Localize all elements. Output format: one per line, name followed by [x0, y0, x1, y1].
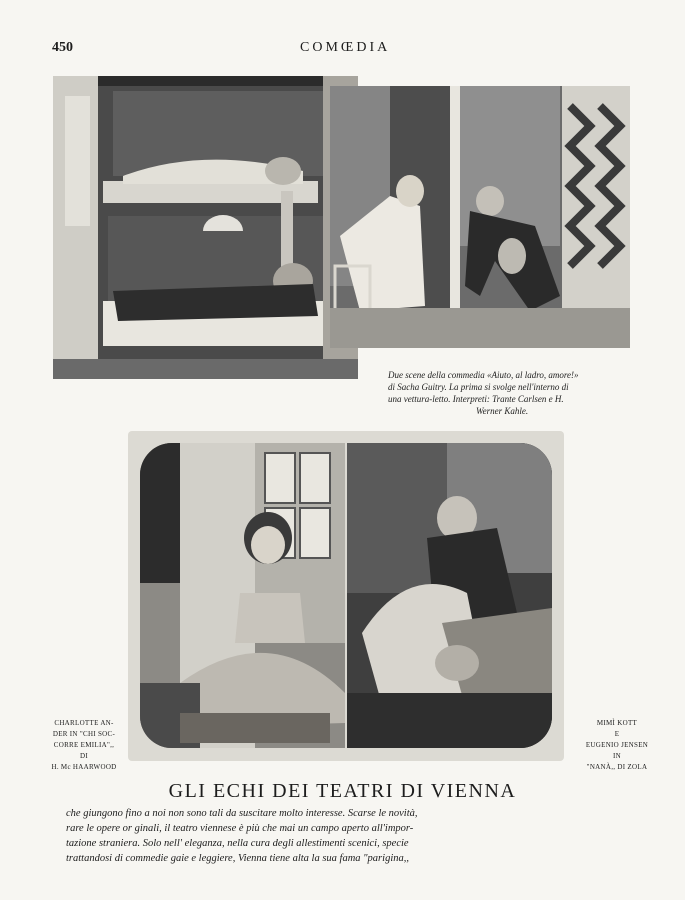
caption-line: CHARLOTTE AN- [54, 719, 114, 727]
caption-line: "NANÀ,, DI ZOLA [586, 763, 648, 771]
caption-line: CORRE EMILIA",, [53, 741, 115, 749]
caption-line: EUGENIO JENSEN [585, 741, 649, 749]
photo-charlotte-ander [140, 443, 345, 748]
photo-thief-scene [330, 86, 630, 348]
caption-line: DI [80, 752, 88, 760]
article-line: rare le opere or ginali, il teatro viennese è più che mai un campo aperto all'impor- [66, 823, 414, 834]
article-body [66, 806, 546, 866]
caption-line: DER IN "CHI SOC- [52, 730, 116, 738]
caption-line: di Sacha Guitry. La prima si svolge nell'interno di [388, 382, 569, 392]
article-line: che giungono fino a noi non sono tali da suscitare molto interesse. Scarse le novità, [66, 808, 418, 819]
caption-line: H. Mc HAARWOOD [51, 763, 117, 771]
magazine-title: COMŒDIA [300, 40, 391, 55]
article-line: trattandosi di commedie gaie e leggiere, Vienna tiene alta la sua fama "parigina,, [66, 853, 409, 864]
right-photo-caption [572, 718, 662, 773]
caption-line: Werner Kahle. [476, 406, 529, 416]
left-photo-caption [48, 718, 120, 773]
caption-line: E [614, 730, 620, 738]
caption-line: MIMÌ KOTT [596, 719, 638, 727]
article-headline: GLI ECHI DEI TEATRI DI VIENNA [168, 780, 517, 802]
caption-line: IN [613, 752, 621, 760]
caption-line: una vettura-letto. Interpreti: Trante Carlsen e H. [388, 394, 564, 404]
caption-line: Due scene della commedia «Aiuto, al ladro, amore!» [388, 370, 579, 380]
article-line: tazione straniera. Solo nell' eleganza, nella cura degli allestimenti scenici, specie [66, 838, 409, 849]
photo-sleeper-car-scene [53, 76, 358, 379]
photo-mimi-kott-eugenio-jensen [347, 443, 552, 748]
top-photos-caption [388, 369, 633, 417]
page-number: 450 [52, 40, 73, 55]
